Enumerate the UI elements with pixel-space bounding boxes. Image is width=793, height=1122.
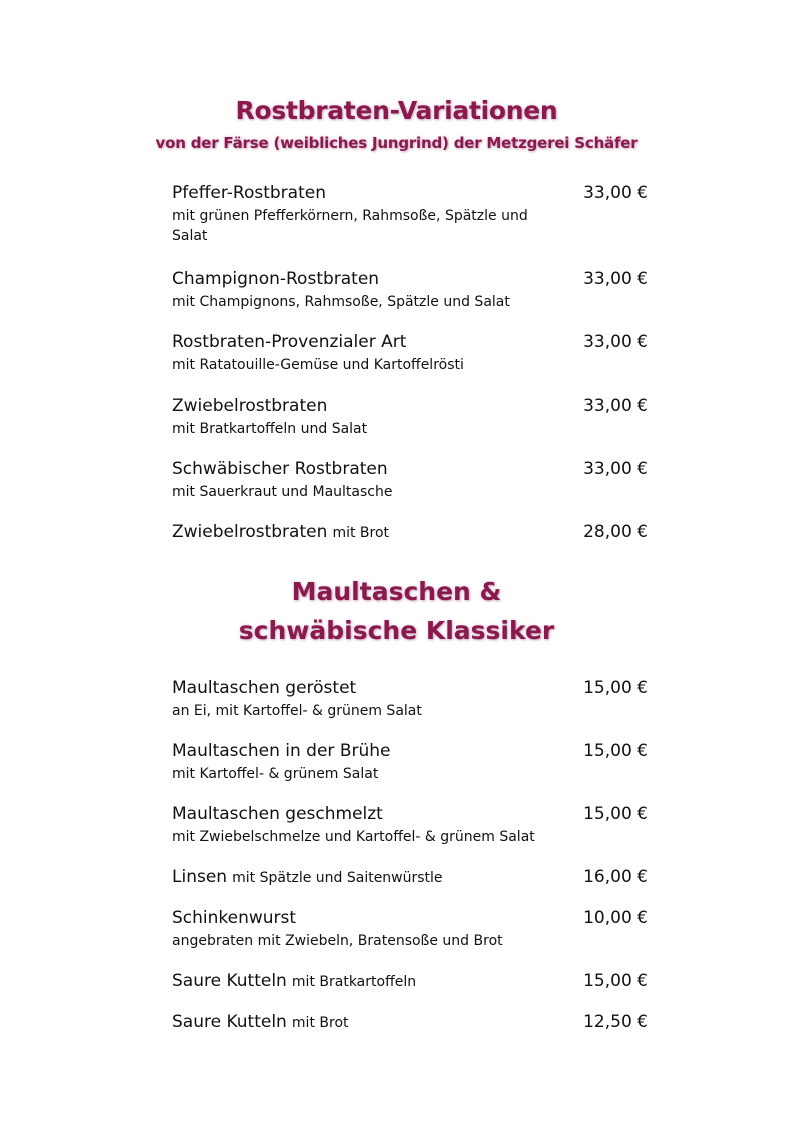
item-price: 33,00 €: [583, 269, 648, 289]
item-price: 16,00 €: [583, 867, 648, 887]
menu-item: [172, 970, 648, 994]
item-price: 15,00 €: [583, 741, 648, 761]
item-description: mit Ratatouille-Gemüse und Kartoffelrösti: [172, 357, 464, 373]
item-name: Maultaschen in der Brühe: [172, 741, 391, 761]
item-name: Maultaschen geröstet: [172, 678, 357, 698]
item-price: 12,50 €: [583, 1012, 648, 1032]
item-price: 15,00 €: [583, 804, 648, 824]
item-price: 33,00 €: [583, 396, 648, 416]
item-name: Pfeffer-Rostbraten: [172, 183, 326, 203]
item-name: Schwäbischer Rostbraten: [172, 459, 388, 479]
menu-item: [172, 907, 648, 951]
menu-item: [172, 182, 648, 246]
item-description: an Ei, mit Kartoffel- & grünem Salat: [172, 703, 422, 719]
menu-item: [172, 331, 648, 375]
item-price: 33,00 €: [583, 183, 648, 203]
item-description: mit Kartoffel- & grünem Salat: [172, 766, 379, 782]
item-price: 28,00 €: [583, 522, 648, 542]
item-inline-description: mit Spätzle und Saitenwürstle: [232, 870, 443, 886]
item-description: angebraten mit Zwiebeln, Bratensoße und Brot: [172, 933, 503, 949]
item-name: Linsen: [172, 867, 228, 887]
item-name: Champignon-Rostbraten: [172, 269, 380, 289]
menu-item: [172, 866, 648, 890]
menu-item: [172, 1011, 648, 1035]
item-description: mit Bratkartoffeln und Salat: [172, 421, 368, 437]
item-name: Saure Kutteln: [172, 971, 287, 991]
item-price: 33,00 €: [583, 332, 648, 352]
menu-item: [172, 395, 648, 439]
item-description: mit grünen Pfefferkörnern, Rahmsoße, Spätzle und Salat: [172, 208, 528, 244]
section-title-maultaschen-line1: Maultaschen &: [291, 577, 502, 606]
section-title-rostbraten: Rostbraten-Variationen: [235, 96, 558, 125]
menu-item: [172, 740, 648, 784]
menu-item: [172, 458, 648, 502]
item-inline-description: mit Brot: [291, 1015, 349, 1031]
item-name: Zwiebelrostbraten: [172, 396, 328, 416]
item-name: Rostbraten-Provenzialer Art: [172, 332, 407, 352]
menu-item: [172, 677, 648, 721]
item-description: mit Sauerkraut und Maultasche: [172, 484, 393, 500]
item-name: Zwiebelrostbraten: [172, 522, 328, 542]
item-price: 33,00 €: [583, 459, 648, 479]
item-price: 15,00 €: [583, 971, 648, 991]
item-inline-description: mit Brot: [332, 525, 390, 541]
item-price: 15,00 €: [583, 678, 648, 698]
menu-item: [172, 803, 648, 847]
item-description: mit Champignons, Rahmsoße, Spätzle und Salat: [172, 294, 510, 310]
menu-item: [172, 268, 648, 312]
item-name: Schinkenwurst: [172, 908, 297, 928]
section-title-maultaschen-line2: schwäbische Klassiker: [238, 616, 555, 645]
item-name: Saure Kutteln: [172, 1012, 287, 1032]
section-subtitle-rostbraten: von der Färse (weibliches Jungrind) der Metzgerei Schäfer: [155, 134, 638, 152]
item-price: 10,00 €: [583, 908, 648, 928]
menu-item: [172, 521, 648, 545]
item-name: Maultaschen geschmelzt: [172, 804, 383, 824]
item-description: mit Zwiebelschmelze und Kartoffel- & grünem Salat: [172, 829, 535, 845]
item-inline-description: mit Bratkartoffeln: [291, 974, 417, 990]
